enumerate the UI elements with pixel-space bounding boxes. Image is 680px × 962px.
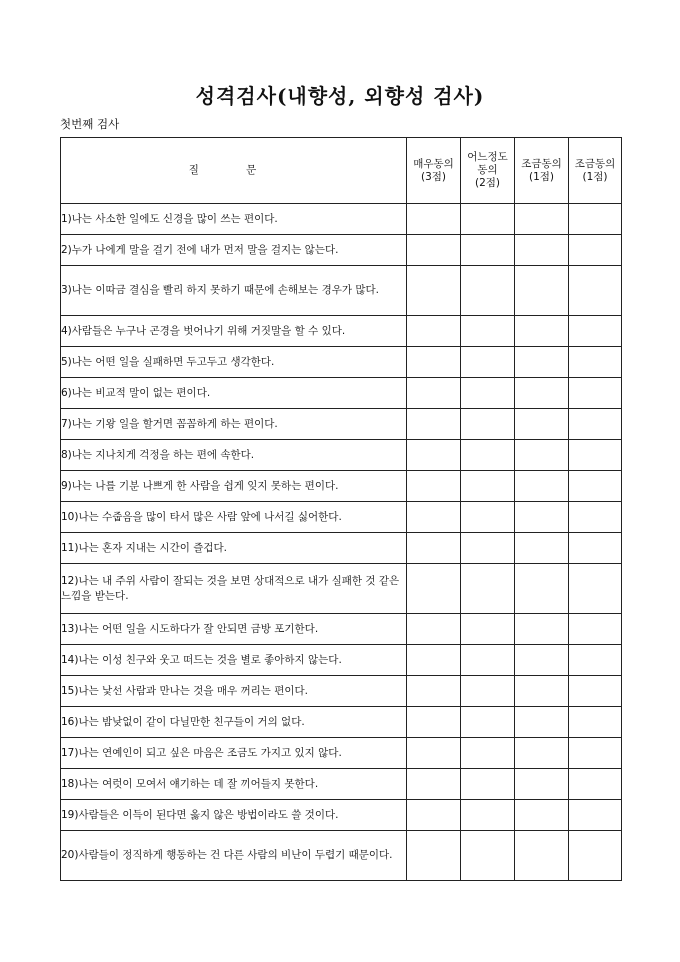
question-text: 6)나는 비교적 말이 없는 편이다. bbox=[61, 378, 407, 409]
question-row bbox=[61, 831, 622, 881]
option-header-strongly-agree bbox=[407, 138, 461, 204]
answer-cell[interactable] bbox=[407, 235, 461, 266]
question-text: 5)나는 어떤 일을 실패하면 두고두고 생각한다. bbox=[61, 347, 407, 378]
answer-cell[interactable] bbox=[461, 204, 515, 235]
answer-cell[interactable] bbox=[407, 645, 461, 676]
answer-cell[interactable] bbox=[407, 769, 461, 800]
answer-cell[interactable] bbox=[461, 378, 515, 409]
answer-cell[interactable] bbox=[461, 440, 515, 471]
question-text: 13)나는 어떤 일을 시도하다가 잘 안되면 금방 포기한다. bbox=[61, 614, 407, 645]
answer-cell[interactable] bbox=[461, 738, 515, 769]
answer-cell[interactable] bbox=[515, 204, 569, 235]
question-row bbox=[61, 266, 622, 316]
option-label: 어느정도 bbox=[467, 151, 508, 163]
answer-cell[interactable] bbox=[515, 235, 569, 266]
question-row bbox=[61, 440, 622, 471]
answer-cell[interactable] bbox=[569, 502, 622, 533]
question-row bbox=[61, 235, 622, 266]
answer-cell[interactable] bbox=[461, 347, 515, 378]
option-label: 조금동의 bbox=[521, 157, 562, 170]
question-text: 19)사람들은 이득이 된다면 옳지 않은 방법이라도 쓸 것이다. bbox=[61, 800, 407, 831]
question-text: 4)사람들은 누구나 곤경을 벗어나기 위해 거짓말을 할 수 있다. bbox=[61, 316, 407, 347]
question-text: 1)나는 사소한 일에도 신경을 많이 쓰는 편이다. bbox=[61, 204, 407, 235]
question-row bbox=[61, 676, 622, 707]
question-text: 9)나는 나를 기분 나쁘게 한 사람을 쉽게 잊지 못하는 편이다. bbox=[61, 471, 407, 502]
answer-cell[interactable] bbox=[569, 800, 622, 831]
answer-cell[interactable] bbox=[461, 533, 515, 564]
answer-cell[interactable] bbox=[515, 645, 569, 676]
answer-cell[interactable] bbox=[461, 676, 515, 707]
answer-cell[interactable] bbox=[407, 440, 461, 471]
answer-cell[interactable] bbox=[407, 347, 461, 378]
answer-cell[interactable] bbox=[407, 502, 461, 533]
question-row bbox=[61, 204, 622, 235]
question-text: 15)나는 낯선 사람과 만나는 것을 매우 꺼리는 편이다. bbox=[61, 676, 407, 707]
answer-cell[interactable] bbox=[569, 316, 622, 347]
question-row bbox=[61, 738, 622, 769]
answer-cell[interactable] bbox=[515, 738, 569, 769]
answer-cell[interactable] bbox=[407, 707, 461, 738]
question-row bbox=[61, 502, 622, 533]
question-text: 10)나는 수줍음을 많이 타서 많은 사람 앞에 나서길 싫어한다. bbox=[61, 502, 407, 533]
answer-cell[interactable] bbox=[515, 676, 569, 707]
question-text: 8)나는 지나치게 걱정을 하는 편에 속한다. bbox=[61, 440, 407, 471]
answer-cell[interactable] bbox=[515, 471, 569, 502]
answer-cell[interactable] bbox=[569, 614, 622, 645]
answer-cell[interactable] bbox=[515, 533, 569, 564]
answer-cell[interactable] bbox=[515, 614, 569, 645]
answer-cell[interactable] bbox=[461, 769, 515, 800]
answer-cell[interactable] bbox=[569, 378, 622, 409]
question-text: 14)나는 이성 친구와 웃고 떠드는 것을 별로 좋아하지 않는다. bbox=[61, 645, 407, 676]
answer-cell[interactable] bbox=[461, 471, 515, 502]
answer-cell[interactable] bbox=[461, 316, 515, 347]
answer-cell[interactable] bbox=[461, 831, 515, 881]
option-points: (1점) bbox=[582, 170, 608, 183]
answer-cell[interactable] bbox=[461, 502, 515, 533]
answer-cell[interactable] bbox=[461, 707, 515, 738]
answer-cell[interactable] bbox=[515, 409, 569, 440]
answer-cell[interactable] bbox=[407, 676, 461, 707]
question-text: 7)나는 기왕 일을 할거면 꼼꼼하게 하는 편이다. bbox=[61, 409, 407, 440]
answer-cell[interactable] bbox=[515, 378, 569, 409]
option-points: (2점) bbox=[474, 177, 501, 189]
answer-cell[interactable] bbox=[461, 800, 515, 831]
answer-cell[interactable] bbox=[407, 614, 461, 645]
answer-cell[interactable] bbox=[407, 831, 461, 881]
answer-cell[interactable] bbox=[407, 204, 461, 235]
question-row bbox=[61, 316, 622, 347]
answer-cell[interactable] bbox=[515, 266, 569, 316]
answer-cell[interactable] bbox=[569, 440, 622, 471]
question-row bbox=[61, 769, 622, 800]
option-header-somewhat-agree bbox=[461, 138, 515, 204]
answer-cell[interactable] bbox=[407, 378, 461, 409]
question-row bbox=[61, 533, 622, 564]
answer-cell[interactable] bbox=[407, 471, 461, 502]
answer-cell[interactable] bbox=[461, 645, 515, 676]
answer-cell[interactable] bbox=[569, 204, 622, 235]
answer-cell[interactable] bbox=[569, 769, 622, 800]
answer-cell[interactable] bbox=[407, 800, 461, 831]
option-label: 매우동의 bbox=[413, 157, 454, 170]
answer-cell[interactable] bbox=[515, 769, 569, 800]
question-row bbox=[61, 409, 622, 440]
answer-cell[interactable] bbox=[515, 800, 569, 831]
question-text: 16)나는 밤낮없이 같이 다닐만한 친구들이 거의 없다. bbox=[61, 707, 407, 738]
option-points: (3점) bbox=[420, 170, 447, 183]
question-text: 17)나는 연예인이 되고 싶은 마음은 조금도 가지고 있지 않다. bbox=[61, 738, 407, 769]
question-row bbox=[61, 707, 622, 738]
answer-cell[interactable] bbox=[407, 738, 461, 769]
option-header-slightly-agree-2 bbox=[569, 138, 622, 204]
question-text: 3)나는 이따금 결심을 빨리 하지 못하기 때문에 손해보는 경우가 많다. bbox=[61, 266, 407, 316]
answer-cell[interactable] bbox=[461, 409, 515, 440]
question-row bbox=[61, 645, 622, 676]
question-text: 18)나는 여럿이 모여서 얘기하는 데 잘 끼어들지 못한다. bbox=[61, 769, 407, 800]
question-row bbox=[61, 471, 622, 502]
answer-cell[interactable] bbox=[461, 614, 515, 645]
answer-cell[interactable] bbox=[569, 645, 622, 676]
option-header-slightly-agree bbox=[515, 138, 569, 204]
answer-cell[interactable] bbox=[515, 564, 569, 614]
answer-cell[interactable] bbox=[569, 409, 622, 440]
answer-cell[interactable] bbox=[461, 235, 515, 266]
question-row bbox=[61, 564, 622, 614]
answer-cell[interactable] bbox=[515, 347, 569, 378]
answer-cell[interactable] bbox=[569, 347, 622, 378]
option-label: 조금동의 bbox=[574, 157, 616, 170]
answer-cell[interactable] bbox=[569, 533, 622, 564]
question-row bbox=[61, 347, 622, 378]
answer-cell[interactable] bbox=[461, 266, 515, 316]
answer-cell[interactable] bbox=[569, 831, 622, 881]
question-text: 11)나는 혼자 지내는 시간이 즐겁다. bbox=[61, 533, 407, 564]
answer-cell[interactable] bbox=[515, 316, 569, 347]
answer-cell[interactable] bbox=[569, 676, 622, 707]
header-row bbox=[61, 138, 622, 204]
page-title: 성격검사(내향성, 외향성 검사) bbox=[195, 84, 485, 108]
question-text: 20)사람들이 정직하게 행동하는 건 다른 사람의 비난이 두렵기 때문이다. bbox=[61, 831, 407, 881]
answer-cell[interactable] bbox=[407, 533, 461, 564]
question-text: 12)나는 내 주위 사람이 잘되는 것을 보면 상대적으로 내가 실패한 것 같은 느낌을 받는다. bbox=[61, 564, 407, 614]
answer-cell[interactable] bbox=[515, 440, 569, 471]
question-text: 2)누가 나에게 말을 걸기 전에 내가 먼저 말을 걸지는 않는다. bbox=[61, 235, 407, 266]
question-column-header: 질 문 bbox=[61, 138, 407, 204]
answer-cell[interactable] bbox=[407, 316, 461, 347]
option-points: (1점) bbox=[528, 170, 555, 183]
option-label-line2: 동의 bbox=[477, 164, 498, 176]
questionnaire-table bbox=[60, 137, 622, 881]
answer-cell[interactable] bbox=[407, 564, 461, 614]
answer-cell[interactable] bbox=[407, 409, 461, 440]
answer-cell[interactable] bbox=[515, 831, 569, 881]
question-row bbox=[61, 614, 622, 645]
answer-cell[interactable] bbox=[569, 471, 622, 502]
answer-cell[interactable] bbox=[569, 266, 622, 316]
answer-cell[interactable] bbox=[515, 502, 569, 533]
test-label: 첫번째 검사 bbox=[60, 117, 120, 131]
answer-cell[interactable] bbox=[515, 707, 569, 738]
answer-cell[interactable] bbox=[569, 564, 622, 614]
question-row bbox=[61, 800, 622, 831]
question-row bbox=[61, 378, 622, 409]
answer-cell[interactable] bbox=[407, 266, 461, 316]
answer-cell[interactable] bbox=[569, 235, 622, 266]
answer-cell[interactable] bbox=[569, 738, 622, 769]
answer-cell[interactable] bbox=[569, 707, 622, 738]
answer-cell[interactable] bbox=[461, 564, 515, 614]
